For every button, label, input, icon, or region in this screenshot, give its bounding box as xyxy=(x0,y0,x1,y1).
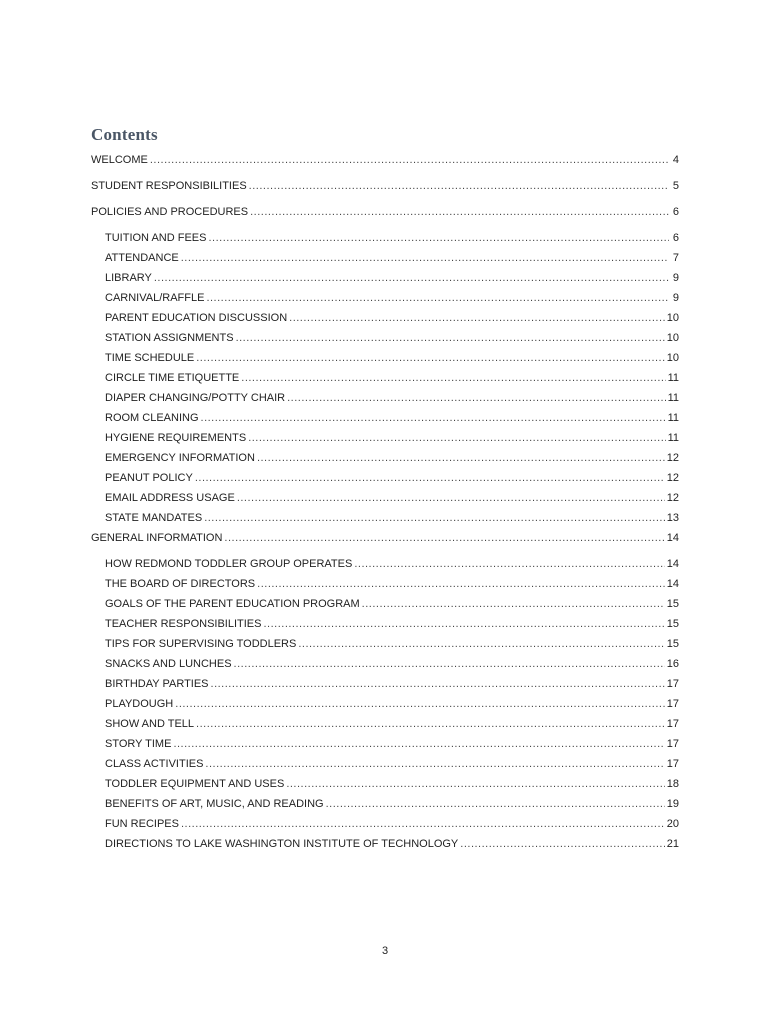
dot-leader xyxy=(204,508,665,528)
dot-leader xyxy=(362,594,665,614)
toc-entry-title: HOW REDMOND TODDLER GROUP OPERATES xyxy=(105,558,353,570)
toc-entry-page-number: 14 xyxy=(666,578,679,590)
dot-leader xyxy=(208,228,669,248)
toc-entry[interactable] xyxy=(91,594,681,614)
dot-leader xyxy=(196,714,665,734)
table-of-contents xyxy=(91,150,681,854)
toc-entry-page-number: 19 xyxy=(666,798,679,810)
dot-leader xyxy=(249,176,669,196)
toc-entry-title: STUDENT RESPONSIBILITIES xyxy=(91,180,247,192)
toc-entry[interactable] xyxy=(91,654,681,674)
toc-entry-page-number: 9 xyxy=(672,272,679,284)
dot-leader xyxy=(287,388,665,408)
dot-leader xyxy=(173,734,664,754)
toc-entry-page-number: 6 xyxy=(672,232,679,244)
toc-entry[interactable] xyxy=(91,408,681,428)
toc-entry-title: STORY TIME xyxy=(105,738,172,750)
toc-entry-title: BENEFITS OF ART, MUSIC, AND READING xyxy=(105,798,324,810)
toc-entry[interactable] xyxy=(91,614,681,634)
toc-entry-title: DIRECTIONS TO LAKE WASHINGTON INSTITUTE OF TECHNOLOGY xyxy=(105,838,459,850)
dot-leader xyxy=(263,614,664,634)
toc-entry-page-number: 15 xyxy=(666,618,679,630)
toc-entry-title: STATION ASSIGNMENTS xyxy=(105,332,234,344)
toc-entry-page-number: 14 xyxy=(666,558,679,570)
toc-entry-page-number: 11 xyxy=(667,392,679,404)
toc-entry-page-number: 12 xyxy=(666,452,679,464)
toc-entry[interactable] xyxy=(91,202,681,228)
toc-entry-page-number: 11 xyxy=(667,432,679,444)
page-number: 3 xyxy=(381,945,389,957)
toc-entry[interactable] xyxy=(91,794,681,814)
dot-leader xyxy=(224,528,664,548)
dot-leader xyxy=(257,448,665,468)
toc-entry[interactable] xyxy=(91,468,681,488)
toc-entry-title: FUN RECIPES xyxy=(105,818,179,830)
toc-entry[interactable] xyxy=(91,448,681,468)
toc-entry-page-number: 14 xyxy=(666,532,679,544)
toc-entry-page-number: 17 xyxy=(666,718,679,730)
toc-entry[interactable] xyxy=(91,834,681,854)
dot-leader xyxy=(154,268,669,288)
toc-entry-title: TEACHER RESPONSIBILITIES xyxy=(105,618,262,630)
toc-entry-title: SHOW AND TELL xyxy=(105,718,195,730)
toc-entry-page-number: 15 xyxy=(666,638,679,650)
toc-entry-title: HYGIENE REQUIREMENTS xyxy=(105,432,247,444)
toc-entry-page-number: 12 xyxy=(666,472,679,484)
toc-entry[interactable] xyxy=(91,150,681,176)
toc-entry[interactable] xyxy=(91,368,681,388)
toc-entry-title: EMAIL ADDRESS USAGE xyxy=(105,492,235,504)
toc-entry[interactable] xyxy=(91,634,681,654)
toc-entry-page-number: 10 xyxy=(666,332,679,344)
dot-leader xyxy=(326,794,665,814)
toc-entry-page-number: 21 xyxy=(666,838,679,850)
toc-entry[interactable] xyxy=(91,814,681,834)
toc-entry-page-number: 5 xyxy=(672,180,679,192)
toc-entry-title: PEANUT POLICY xyxy=(105,472,193,484)
dot-leader xyxy=(460,834,664,854)
toc-entry-page-number: 17 xyxy=(666,678,679,690)
dot-leader xyxy=(196,348,665,368)
dot-leader xyxy=(195,468,665,488)
toc-entry-page-number: 16 xyxy=(666,658,679,670)
toc-entry-title: PARENT EDUCATION DISCUSSION xyxy=(105,312,288,324)
toc-entry[interactable] xyxy=(91,754,681,774)
dot-leader xyxy=(257,574,665,594)
dot-leader xyxy=(237,488,665,508)
toc-entry-title: ATTENDANCE xyxy=(105,252,179,264)
toc-entry-title: SNACKS AND LUNCHES xyxy=(105,658,232,670)
toc-entry-title: POLICIES AND PROCEDURES xyxy=(91,206,249,218)
toc-entry-page-number: 7 xyxy=(672,252,679,264)
toc-entry-title: EMERGENCY INFORMATION xyxy=(105,452,255,464)
toc-entry[interactable] xyxy=(91,734,681,754)
toc-entry-title: DIAPER CHANGING/POTTY CHAIR xyxy=(105,392,286,404)
toc-entry[interactable] xyxy=(91,528,681,554)
toc-entry-page-number: 13 xyxy=(666,512,679,524)
toc-entry-title: CLASS ACTIVITIES xyxy=(105,758,204,770)
dot-leader xyxy=(298,634,664,654)
toc-entry[interactable] xyxy=(91,428,681,448)
dot-leader xyxy=(175,694,664,714)
toc-entry-title: WELCOME xyxy=(91,154,148,166)
toc-entry[interactable] xyxy=(91,674,681,694)
toc-entry-page-number: 10 xyxy=(666,352,679,364)
toc-entry-title: CARNIVAL/RAFFLE xyxy=(105,292,205,304)
dot-leader xyxy=(201,408,666,428)
toc-entry-page-number: 6 xyxy=(672,206,679,218)
toc-entry[interactable] xyxy=(91,388,681,408)
dot-leader xyxy=(211,674,665,694)
toc-entry-title: GOALS OF THE PARENT EDUCATION PROGRAM xyxy=(105,598,360,610)
toc-entry[interactable] xyxy=(91,574,681,594)
dot-leader xyxy=(205,754,664,774)
toc-entry-page-number: 18 xyxy=(666,778,679,790)
dot-leader xyxy=(236,328,665,348)
dot-leader xyxy=(241,368,665,388)
dot-leader xyxy=(181,248,669,268)
toc-entry[interactable] xyxy=(91,774,681,794)
toc-entry-title: BIRTHDAY PARTIES xyxy=(105,678,209,690)
toc-entry-title: STATE MANDATES xyxy=(105,512,203,524)
dot-leader xyxy=(150,150,669,170)
toc-entry[interactable] xyxy=(91,714,681,734)
toc-entry-page-number: 10 xyxy=(666,312,679,324)
toc-entry-page-number: 11 xyxy=(667,412,679,424)
toc-entry-page-number: 17 xyxy=(666,738,679,750)
toc-entry-title: CIRCLE TIME ETIQUETTE xyxy=(105,372,240,384)
dot-leader xyxy=(248,428,665,448)
dot-leader xyxy=(206,288,669,308)
dot-leader xyxy=(250,202,669,222)
toc-entry[interactable] xyxy=(91,488,681,508)
toc-entry-title: TODDLER EQUIPMENT AND USES xyxy=(105,778,285,790)
toc-entry-title: PLAYDOUGH xyxy=(105,698,174,710)
toc-entry[interactable] xyxy=(91,554,681,574)
toc-entry-page-number: 17 xyxy=(666,758,679,770)
toc-entry-title: LIBRARY xyxy=(105,272,152,284)
toc-entry[interactable] xyxy=(91,508,681,528)
toc-entry-title: ROOM CLEANING xyxy=(105,412,199,424)
toc-entry-page-number: 20 xyxy=(666,818,679,830)
toc-entry[interactable] xyxy=(91,176,681,202)
toc-entry-title: TIME SCHEDULE xyxy=(105,352,195,364)
dot-leader xyxy=(286,774,664,794)
toc-entry[interactable] xyxy=(91,694,681,714)
toc-entry[interactable] xyxy=(91,308,681,328)
toc-entry-page-number: 15 xyxy=(666,598,679,610)
toc-heading: Contents xyxy=(91,125,158,144)
toc-entry-page-number: 9 xyxy=(672,292,679,304)
toc-entry[interactable] xyxy=(91,248,681,268)
toc-entry-title: TIPS FOR SUPERVISING TODDLERS xyxy=(105,638,297,650)
toc-entry-page-number: 12 xyxy=(666,492,679,504)
dot-leader xyxy=(354,554,664,574)
toc-entry-page-number: 4 xyxy=(672,154,679,166)
toc-entry[interactable] xyxy=(91,228,681,248)
toc-entry-title: TUITION AND FEES xyxy=(105,232,207,244)
toc-entry[interactable] xyxy=(91,328,681,348)
dot-leader xyxy=(234,654,665,674)
toc-entry[interactable] xyxy=(91,348,681,368)
toc-entry-page-number: 11 xyxy=(667,372,679,384)
dot-leader xyxy=(181,814,665,834)
toc-entry-title: GENERAL INFORMATION xyxy=(91,532,223,544)
dot-leader xyxy=(289,308,665,328)
toc-entry-title: THE BOARD OF DIRECTORS xyxy=(105,578,256,590)
toc-entry[interactable] xyxy=(91,288,681,308)
toc-entry-page-number: 17 xyxy=(666,698,679,710)
toc-entry[interactable] xyxy=(91,268,681,288)
